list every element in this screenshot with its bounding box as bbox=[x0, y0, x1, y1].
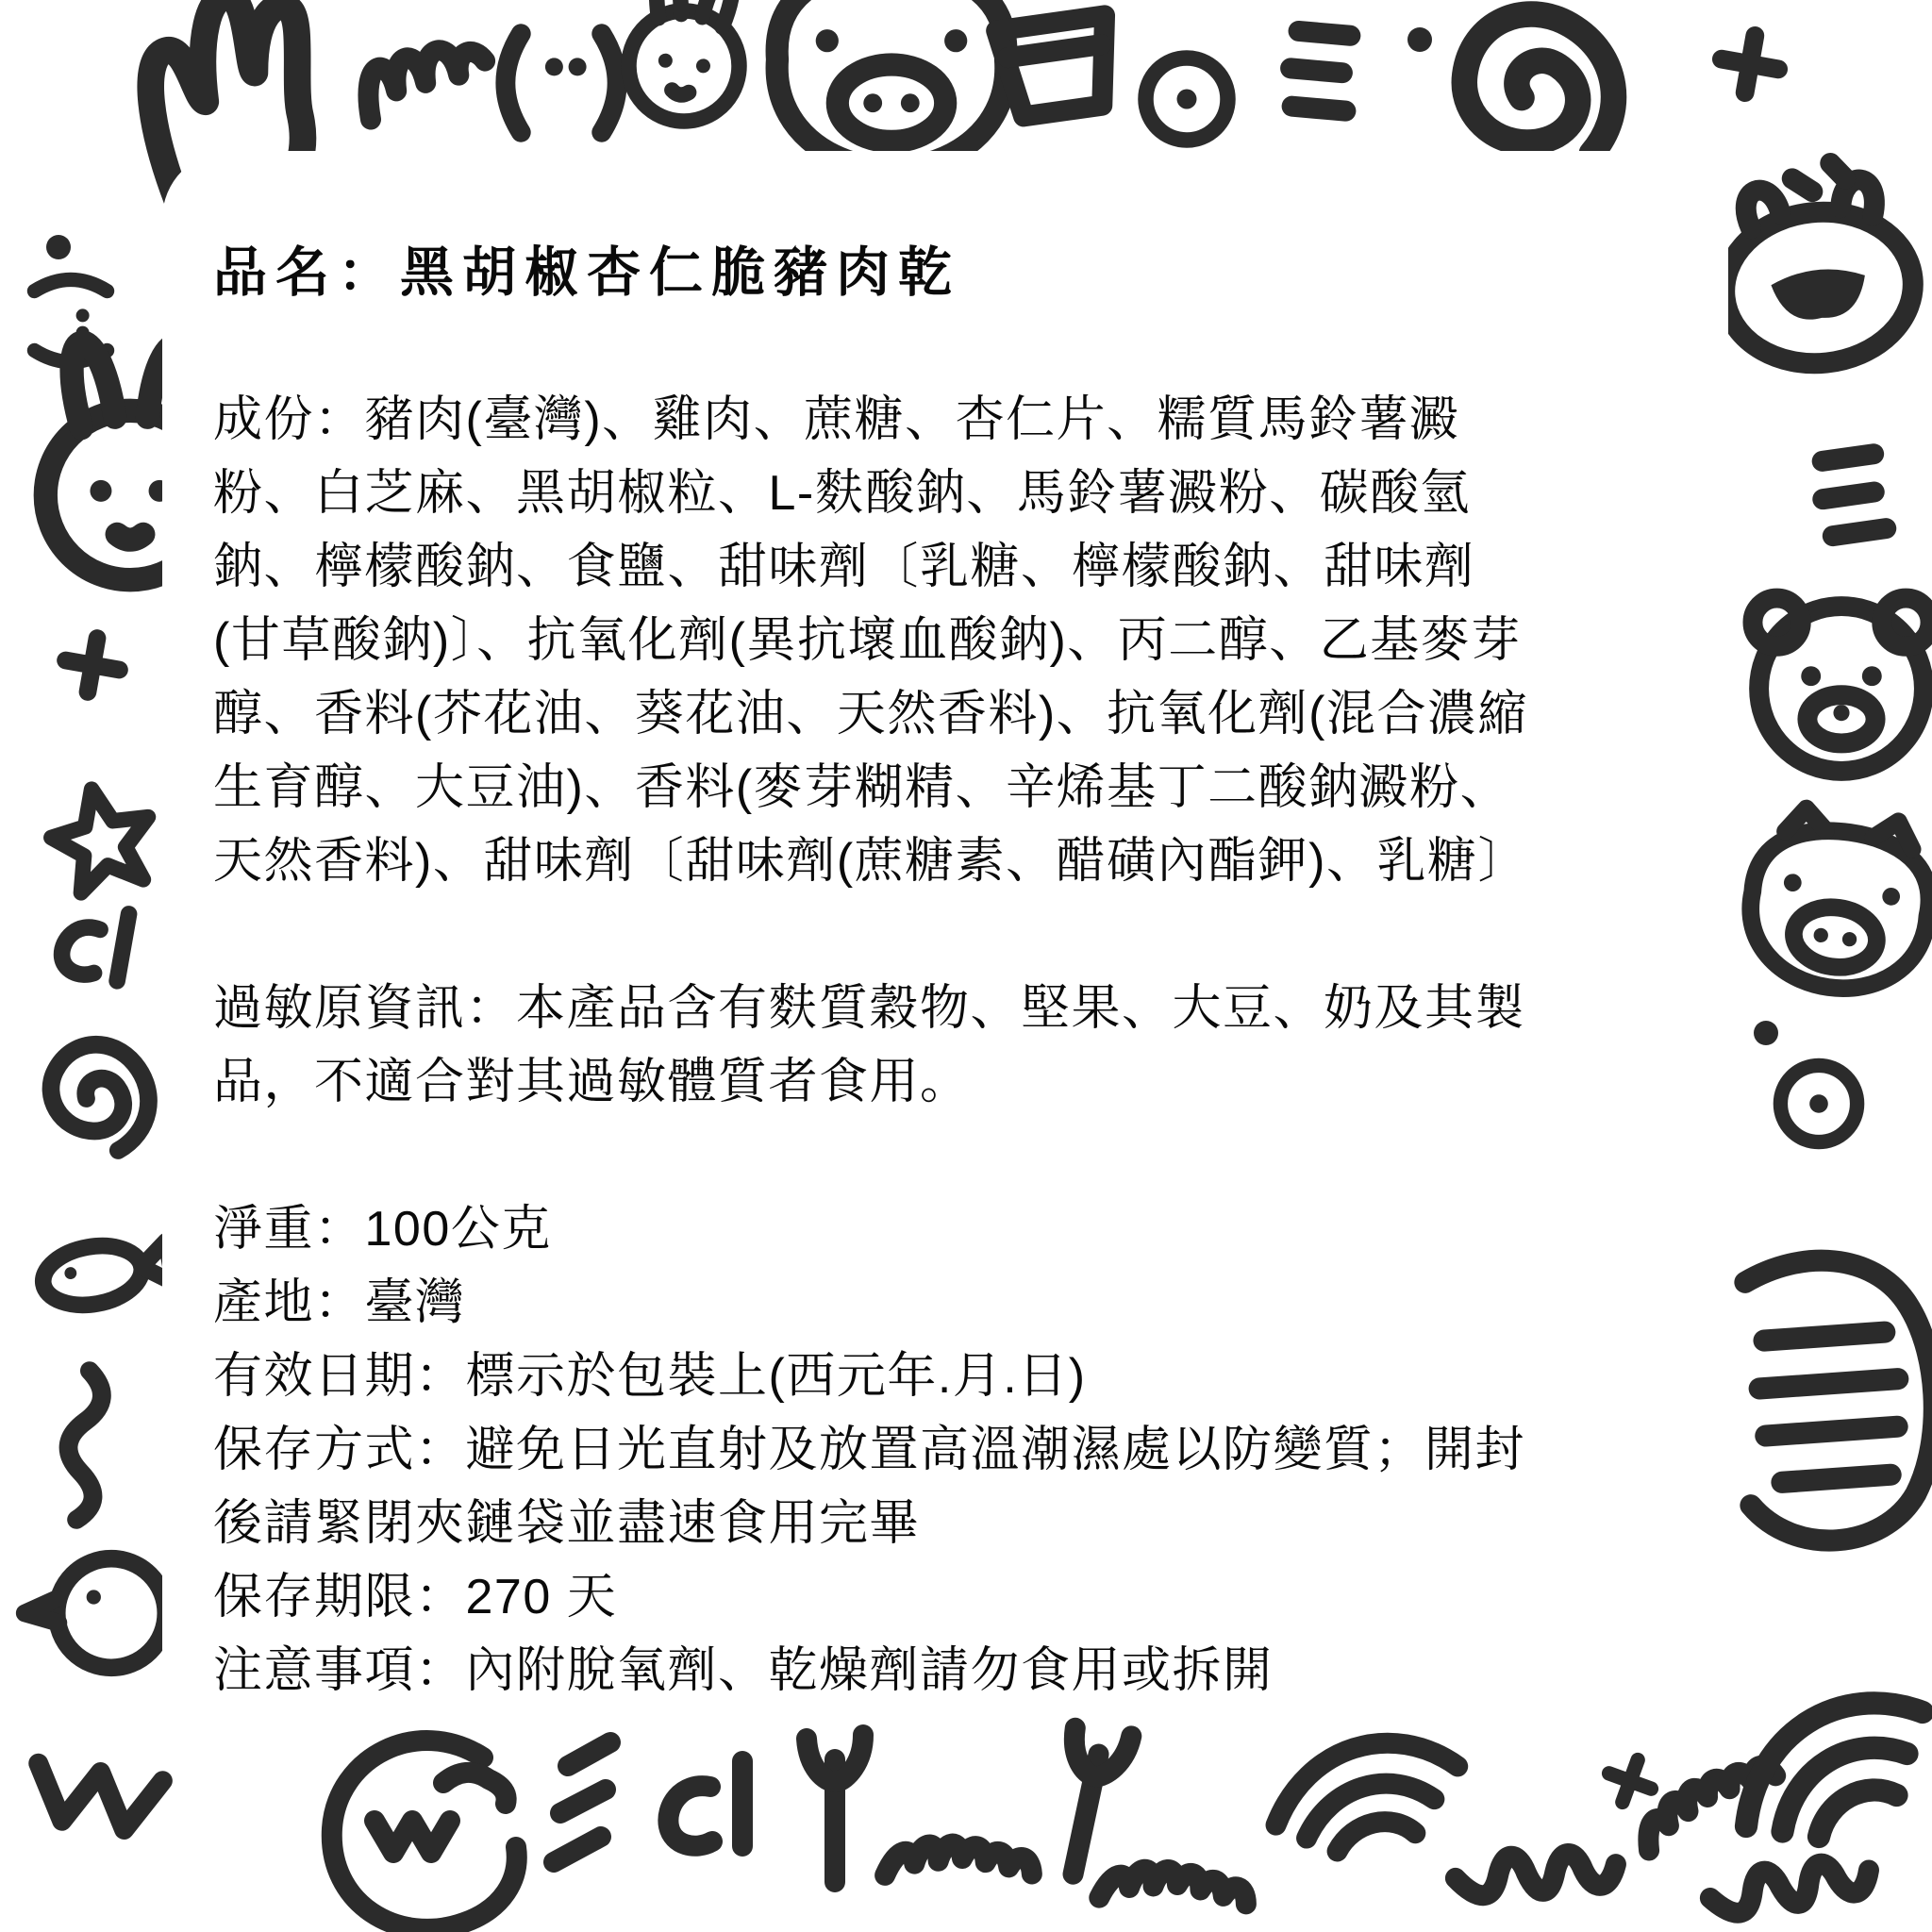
doodle-wave-icon bbox=[62, 1370, 104, 1521]
doodle-pig-face-icon bbox=[1740, 803, 1932, 1000]
doodle-cross-icon bbox=[1717, 31, 1784, 98]
ingredients-line: 醇、香料(芥花油、葵花油、天然香料)、抗氧化劑(混合濃縮 bbox=[213, 687, 1528, 741]
doodle-parens-icon bbox=[506, 34, 617, 133]
doodle-bird-icon bbox=[25, 1558, 166, 1668]
doodle-pig-face-icon bbox=[777, 0, 1007, 169]
allergen-section bbox=[213, 972, 1677, 1119]
doodle-dot-icon bbox=[1754, 1021, 1778, 1045]
doodle-squiggle-icon bbox=[361, 42, 491, 119]
net-weight-line: 淨重：100公克 bbox=[213, 1202, 552, 1257]
doodle-w-mouth-face-icon bbox=[332, 1740, 517, 1929]
doodle-dash-marks-icon bbox=[554, 1742, 610, 1862]
doodle-goggle-bear-icon bbox=[1712, 156, 1921, 373]
ingredients-line: 天然香料)、甜味劑〔甜味劑(蔗糖素、醋磺內酯鉀)、乳糖〕 bbox=[213, 834, 1528, 889]
ingredients-line: 粉、白芝麻、黑胡椒粒、L-麩酸鈉、馬鈴薯澱粉、碳酸氫 bbox=[213, 466, 1472, 521]
ingredients-line: (甘草酸鈉)〕、抗氧化劑(異抗壞血酸鈉)、丙二醇、乙基麥芽 bbox=[213, 613, 1522, 668]
storage-line-2: 後請緊閉夾鏈袋並盡速食用完畢 bbox=[213, 1496, 921, 1551]
allergen-line: 過敏原資訊：本產品含有麩質穀物、堅果、大豆、奶及其製 bbox=[213, 981, 1526, 1036]
doodle-letter-marks-icon bbox=[58, 904, 128, 981]
ingredients-line: 生育醇、大豆油)、香料(麥芽糊精、辛烯基丁二酸鈉澱粉、 bbox=[213, 760, 1511, 815]
doodle-spiral-icon bbox=[1447, 0, 1637, 171]
notice-line: 注意事項：內附脫氧劑、乾燥劑請勿食用或拆開 bbox=[213, 1643, 1274, 1698]
doodle-letter-marks-icon bbox=[668, 1761, 742, 1846]
storage-line-1: 保存方式：避免日光直射及放置高溫潮濕處以防變質；開封 bbox=[213, 1423, 1526, 1477]
doodle-star-icon bbox=[43, 779, 161, 897]
doodle-squiggle-icon bbox=[1099, 1860, 1249, 1918]
doodle-cross-icon bbox=[1601, 1752, 1658, 1809]
doodle-striped-creature-icon bbox=[1734, 1253, 1932, 1546]
expiry-date-line: 有效日期：標示於包裝上(西元年.月.日) bbox=[213, 1349, 1087, 1404]
doodle-letter-marks-icon bbox=[1818, 454, 1887, 537]
product-info-card bbox=[162, 151, 1728, 1717]
doodle-squiggle-icon bbox=[885, 1839, 1034, 1889]
doodle-arcs-icon bbox=[1274, 1717, 1460, 1875]
product-name: 品名：黑胡椒杏仁脆豬肉乾 bbox=[213, 242, 960, 303]
doodle-letter-marks-icon bbox=[807, 1735, 863, 1882]
doodle-cup-icon bbox=[996, 15, 1117, 118]
doodle-spiral-icon bbox=[34, 1026, 172, 1161]
doodle-cross-icon bbox=[61, 634, 125, 697]
doodle-wave-icon bbox=[1454, 1839, 1620, 1910]
doodle-bunny-face-icon bbox=[622, 0, 753, 128]
doodle-ring-icon bbox=[1780, 1065, 1857, 1141]
doodle-bear-face-icon bbox=[1753, 598, 1930, 771]
doodle-dot-icon bbox=[1407, 27, 1432, 52]
product-details-section bbox=[213, 1192, 1677, 1707]
ingredients-section bbox=[213, 383, 1677, 898]
doodle-dot-icon bbox=[46, 235, 71, 259]
doodle-letter-marks-icon bbox=[1045, 1724, 1131, 1880]
ingredients-line: 鈉、檸檬酸鈉、食鹽、甜味劑〔乳糖、檸檬酸鈉、甜味劑 bbox=[213, 540, 1475, 594]
doodle-ring-icon bbox=[1146, 58, 1228, 141]
doodle-fish-icon bbox=[39, 1234, 175, 1312]
origin-line: 產地：臺灣 bbox=[213, 1275, 466, 1330]
doodle-wave-icon bbox=[1707, 1845, 1874, 1930]
shelf-life-line: 保存期限：270 天 bbox=[213, 1570, 618, 1624]
doodle-zigzag-icon bbox=[31, 1763, 163, 1834]
doodle-arcs-icon bbox=[1746, 1703, 1923, 1837]
ingredients-line: 成份：豬肉(臺灣)、雞肉、蔗糖、杏仁片、糯質馬鈴薯澱 bbox=[213, 392, 1460, 447]
doodle-letter-marks-icon bbox=[1288, 31, 1353, 111]
allergen-line: 品，不適合對其過敏體質者食用。 bbox=[213, 1055, 971, 1109]
